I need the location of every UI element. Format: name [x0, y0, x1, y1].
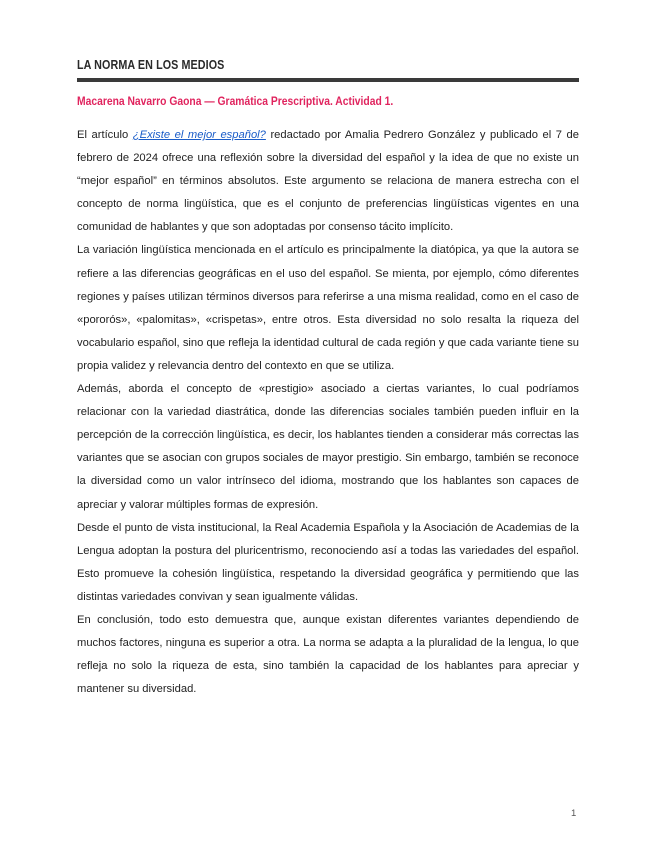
- paragraph-3: Además, aborda el concepto de «prestigio» asociado a ciertas variantes, lo cual podríamos relacionar con la variedad diastrática, donde las diferencias sociales también pueden influir en la percepción de la corrección lingüística, es decir, los hablantes tienden a considerar más correctas las variantes que se asocian con grupos sociales de mayor prestigio. Sin embargo, también se reconoce la diversidad como un valor intrínseco del idioma, mostrando que los hablantes son capaces de apreciar y valorar múltiples formas de expresión.: [77, 383, 579, 511]
- page-number: 1: [571, 808, 577, 819]
- article-link[interactable]: ¿Existe el mejor español?: [132, 129, 266, 141]
- paragraph-1-text: redactado por Amalia Pedrero González y publicado el 7 de febrero de 2024 ofrece una reflexión sobre la diversidad del español y la idea de que no existe un “mejor español” en términos absolutos. Este argumento se relaciona de manera estrecha con el concepto de norma lingüística, que es el conjunto de preferencias lingüísticas vigentes en una comunidad de hablantes y que son adoptadas por consenso tácito implícito.: [77, 129, 580, 234]
- paragraph-2: La variación lingüística mencionada en el artículo es principalmente la diatópica, ya que la autora se refiere a las diferencias geográficas en el uso del español. Se mienta, por ejemplo, cómo diferentes regiones y países utilizan términos diversos para referirse a una misma realidad, como en el caso de «pororós», «palomitas», «crispetas», entre otros. Esta diversidad no solo resalta la riqueza del vocabulario español, sino que refleja la identidad cultural de cada región y que cada variante tiene su propia validez y relevancia dentro del contexto en que se utiliza.: [77, 244, 579, 372]
- author-activity-subtitle: Macarena Navarro Gaona — Gramática Prescriptiva. Actividad 1.: [77, 94, 394, 108]
- paragraph-5: En conclusión, todo esto demuestra que, aunque existan diferentes variantes dependiendo de muchos factores, ninguna es superior a otra. La norma se adapta a la pluralidad de la lengua, lo que refleja no solo la riqueza de esta, sino también la capacidad de los hablantes para apreciar y mantener su diversidad.: [77, 613, 579, 696]
- header-divider: [77, 78, 579, 82]
- paragraph-1: [77, 124, 579, 239]
- document-body: [77, 124, 579, 701]
- document-header-title: LA NORMA EN LOS MEDIOS: [77, 58, 225, 72]
- paragraph-1-intro: El artículo: [77, 129, 133, 141]
- paragraph-4: Desde el punto de vista institucional, la Real Academia Española y la Asociación de Academias de la Lengua adoptan la postura del pluricentrismo, reconociendo así a todas las variedades del español. Esto promueve la cohesión lingüística, respetando la diversidad geográfica y permitiendo que las distintas variedades convivan y sean igualmente válidas.: [77, 521, 579, 603]
